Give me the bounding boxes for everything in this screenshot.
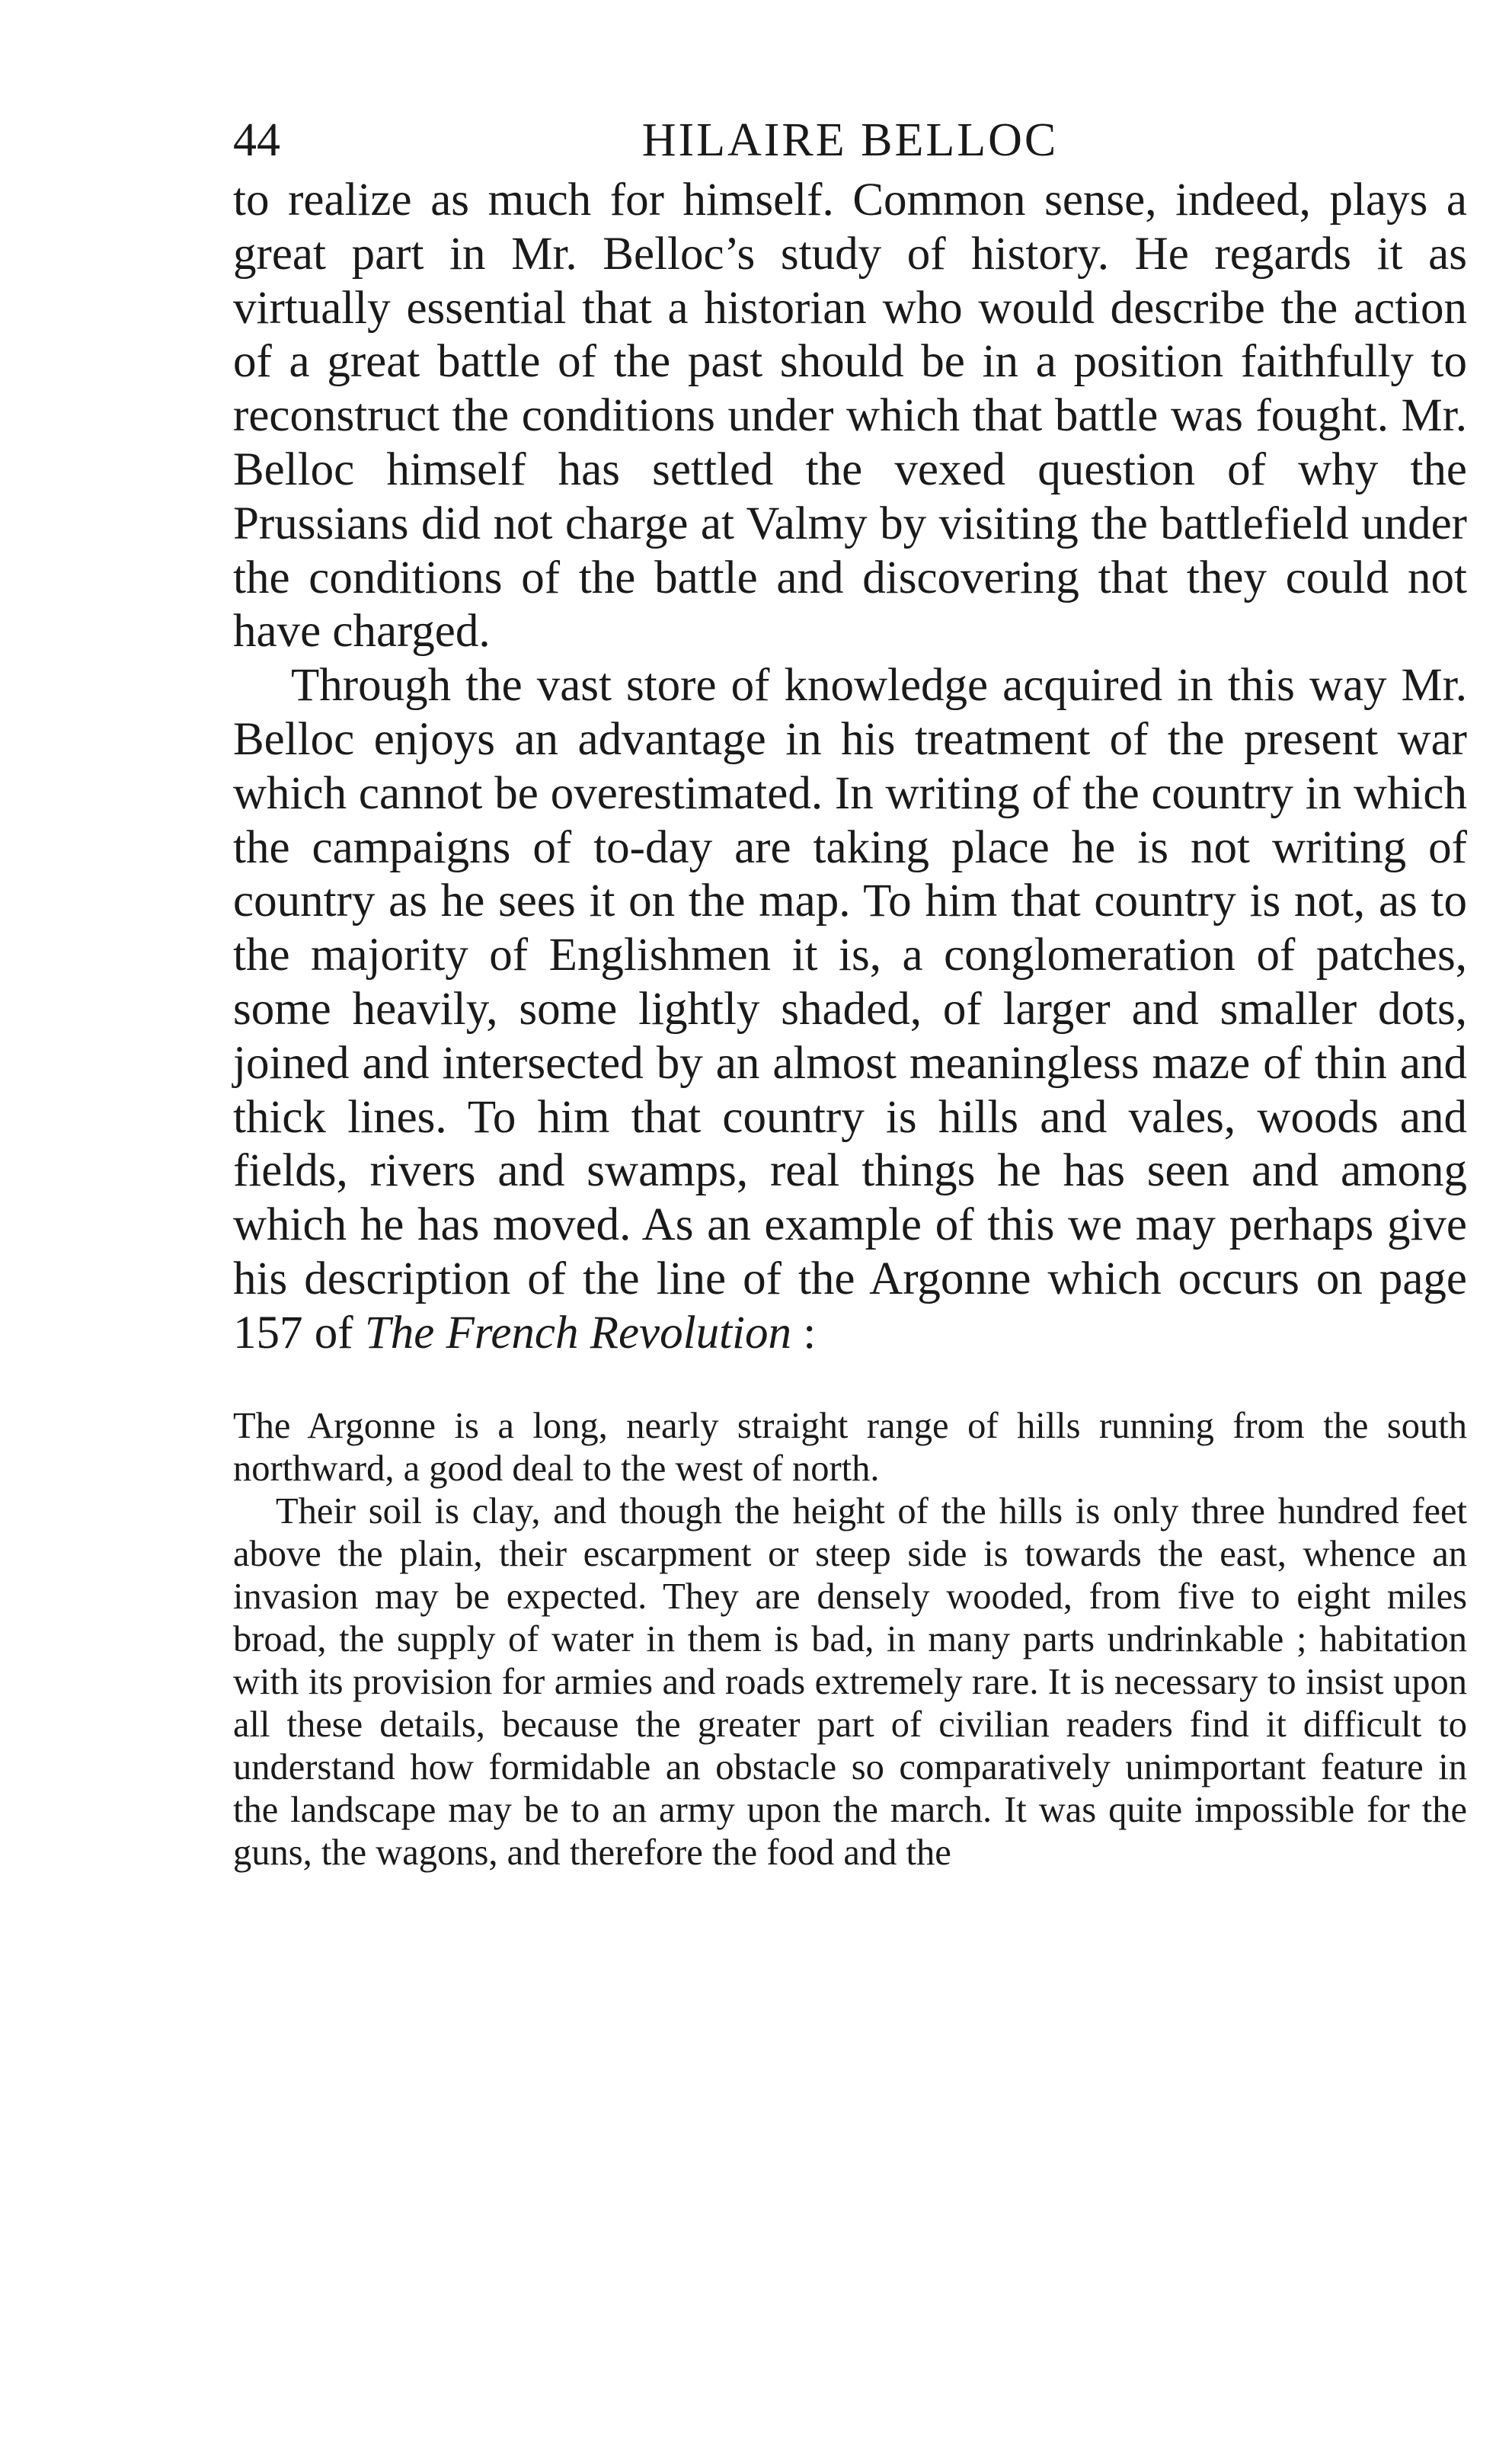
running-title: HILAIRE BELLOC <box>641 114 1059 166</box>
running-head <box>233 107 1467 174</box>
paragraph-text: Through the vast store of knowledge acquired in this way Mr. Belloc enjoys an advantage in his treatment of the present war which cannot be overestimated. In writing of the country in which the campaigns of to-day are taking place he is not writing of country as he sees it on the map. To him that country is not, as to the majority of Englishmen it is, a conglomeration of patches, some heavily, some lightly shaded, of larger and smaller dots, joined and intersected by an almost meaningless maze of thin and thick lines. To him that country is hills and vales, woods and fields, rivers and swamps, real things he has seen and among which he has moved. As an example of this we may perhaps give his description of the line of the Argonne which occurs on page 157 of <box>233 660 1467 1359</box>
book-page <box>233 107 1467 1874</box>
body-paragraph <box>233 659 1467 1360</box>
paragraph-end: : <box>791 1307 817 1359</box>
body-text <box>233 174 1467 1361</box>
body-paragraph: to realize as much for himself. Common sense, indeed, plays a great part in Mr. Belloc’s study of history. He regards it as virtually essential that a historian who would describe the action of a great battle of the past should be in a position faithfully to reconstruct the conditions under which that battle was fought. Mr. Belloc himself has settled the vexed question of why the Prussians did not charge at Valmy by visiting the battlefield under the conditions of the battle and discovering that they could not have charged. <box>233 174 1467 658</box>
quotation-paragraph: The Argonne is a long, nearly straight range of hills running from the south northward, a good deal to the west of north. <box>233 1405 1467 1489</box>
block-quotation <box>233 1405 1467 1874</box>
quotation-paragraph: Their soil is clay, and though the height of the hills is only three hundred feet above the plain, their escarpment or steep side is towards the east, whence an invasion may be expected. They are densely wooded, from five to eight miles broad, the supply of water in them is bad, in many parts undrinkable ; habitation with its provision for armies and roads extremely rare. It is necessary to insist upon all these details, because the greater part of civilian readers find it difficult to understand how formidable an obstacle so comparatively unimportant feature in the landscape may be to an army upon the march. It was quite impossible for the guns, the wagons, and therefore the food and the <box>233 1490 1467 1873</box>
page-number: 44 <box>233 114 280 166</box>
book-title: The French Revolution <box>364 1307 791 1359</box>
